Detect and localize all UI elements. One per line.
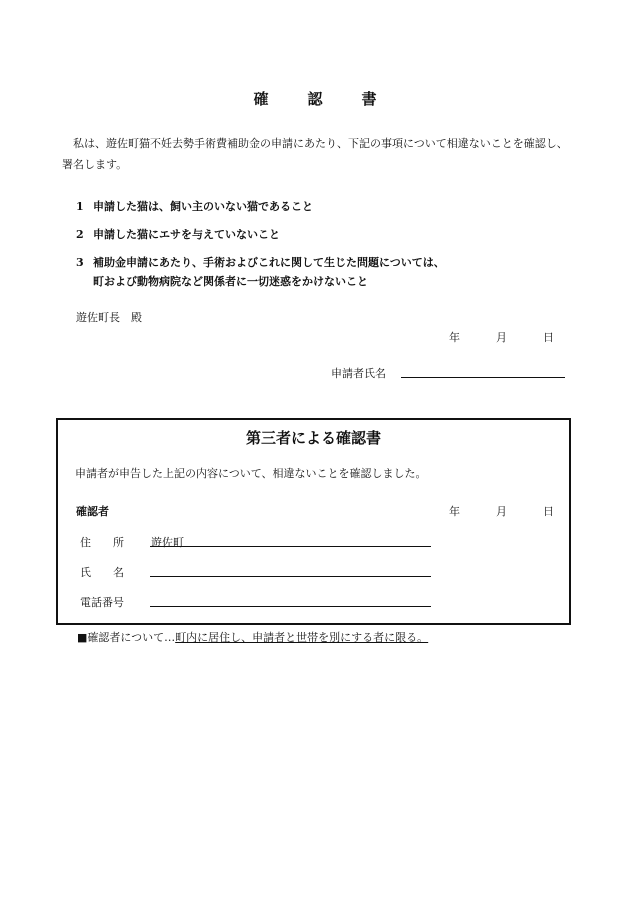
item-number: 3 [76,256,84,269]
phone-label: 電話番号 [80,596,124,609]
confirmer-note [77,629,428,645]
list-item [76,254,445,270]
applicant-name-label: 申請者氏名 [331,367,386,380]
name-field[interactable] [150,576,431,577]
note-text: 町内に居住し、申請者と世帯を別にする者に限る。 [175,631,429,644]
item-text: 補助金申請にあたり、手術およびこれに関して生じた問題については、 [93,256,445,269]
third-party-title: 第三者による確認書 [245,429,381,447]
name-label: 氏 名 [80,566,124,579]
addressee: 遊佐町長 殿 [76,311,142,324]
list-item [76,198,313,214]
intro-paragraph: 私は、遊佐町猫不妊去勢手術費補助金の申請にあたり、下記の事項について相違ないことを確認し、署名します。 [62,137,568,171]
item-text: 申請した猫は、飼い主のいない猫であること [93,200,313,213]
list-item [76,226,280,242]
item-continuation: 町および動物病院など関係者に一切迷惑をかけないこと [93,275,368,288]
item-text: 申請した猫にエサを与えていないこと [93,228,280,241]
third-party-statement: 申請者が申告した上記の内容について、相違ないことを確認しました。 [75,467,427,480]
document-title: 確 認 書 [253,90,389,108]
address-value: 遊佐町 [151,536,184,549]
date-day: 日 [543,505,554,518]
note-prefix: ■確認者について… [77,631,176,644]
date-month: 月 [496,505,507,518]
third-party-box [56,418,571,625]
date-day: 日 [543,331,554,344]
date-year: 年 [449,505,460,518]
item-number: 1 [76,200,84,213]
item-number: 2 [76,228,84,241]
address-label: 住 所 [80,536,124,549]
phone-field[interactable] [150,606,431,607]
confirmer-label: 確認者 [76,505,109,518]
address-field[interactable] [150,546,431,547]
date-month: 月 [496,331,507,344]
date-year: 年 [449,331,460,344]
applicant-name-field[interactable] [401,377,565,378]
